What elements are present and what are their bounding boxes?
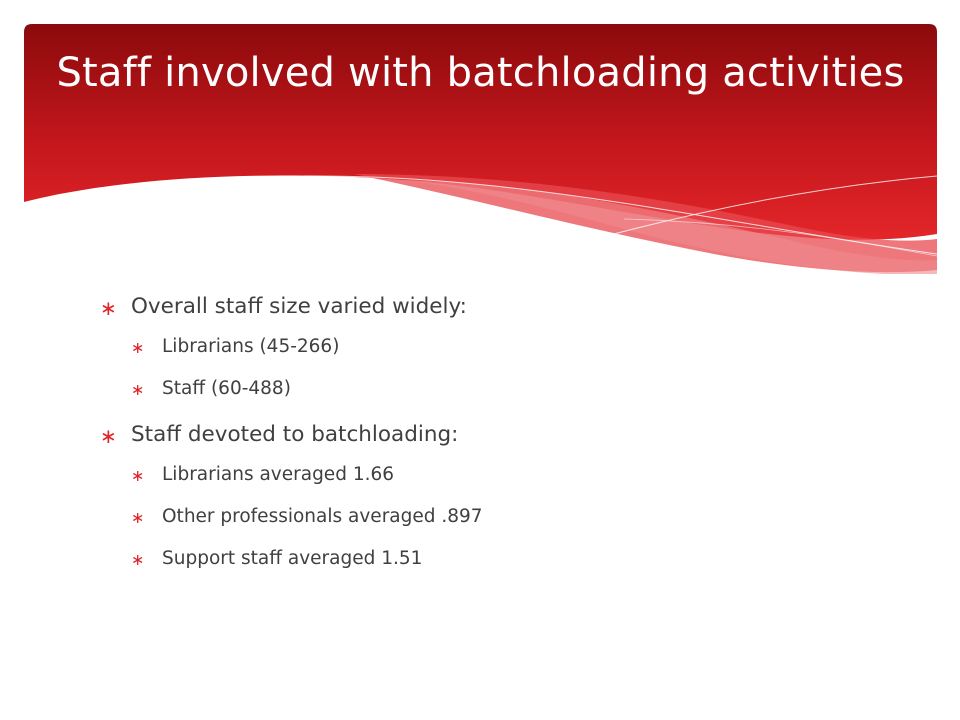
sub-list-item bbox=[131, 539, 920, 581]
asterisk-bullet-icon: ∗ bbox=[131, 338, 145, 357]
list-item-text: Staff devoted to batchloading: bbox=[131, 422, 459, 447]
asterisk-bullet-icon: ∗ bbox=[131, 550, 145, 569]
sub-list bbox=[131, 455, 920, 581]
sub-list-item bbox=[131, 327, 920, 369]
sub-list-item-text: Staff (60-488) bbox=[162, 378, 291, 399]
sub-list-item-text: Support staff averaged 1.51 bbox=[162, 548, 423, 569]
asterisk-bullet-icon: ∗ bbox=[131, 380, 145, 399]
bullet-list bbox=[100, 287, 920, 581]
sub-list-item bbox=[131, 369, 920, 411]
asterisk-bullet-icon: ∗ bbox=[131, 508, 145, 527]
list-item-text: Overall staff size varied widely: bbox=[131, 294, 467, 319]
list-item bbox=[100, 287, 920, 411]
sub-list-item-text: Other professionals averaged .897 bbox=[162, 506, 483, 527]
sub-list-item-text: Librarians (45-266) bbox=[162, 336, 340, 357]
sub-list bbox=[131, 327, 920, 411]
asterisk-bullet-icon: ∗ bbox=[100, 424, 117, 448]
list-item bbox=[100, 415, 920, 581]
asterisk-bullet-icon: ∗ bbox=[100, 296, 117, 320]
sub-list-item bbox=[131, 455, 920, 497]
asterisk-bullet-icon: ∗ bbox=[131, 466, 145, 485]
sub-list-item bbox=[131, 497, 920, 539]
slide-title: Staff involved with batchloading activities bbox=[56, 50, 905, 96]
sub-list-item-text: Librarians averaged 1.66 bbox=[162, 464, 395, 485]
